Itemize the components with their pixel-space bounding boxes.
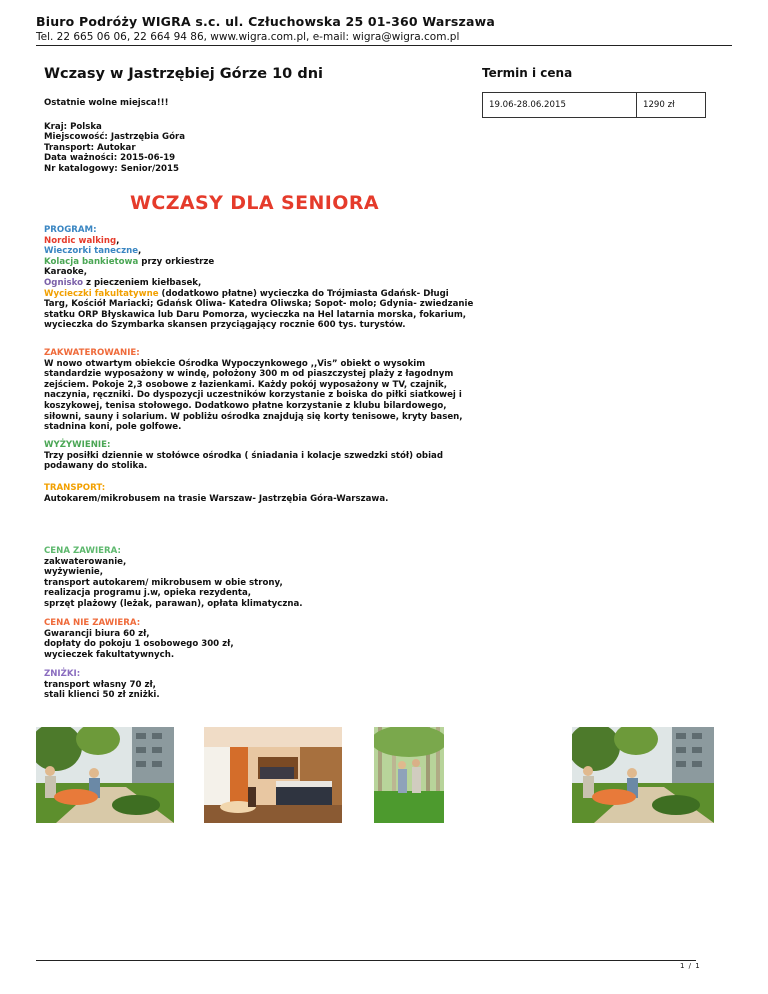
transport-section	[44, 483, 474, 504]
discounts-title: ZNIŻKI:	[44, 669, 81, 679]
meta-catalog-number: Nr katalogowy: Senior/2015	[44, 163, 179, 174]
food-section	[44, 440, 474, 472]
program-title: PROGRAM:	[44, 225, 97, 235]
photo-strip	[0, 727, 768, 823]
document-header	[36, 14, 732, 43]
price-includes-item: realizacja programu j.w, opieka rezydenta,	[44, 588, 252, 599]
term-date-cell: 19.06-28.06.2015	[483, 93, 637, 118]
accommodation-section	[44, 348, 474, 433]
last-seats-notice: Ostatnie wolne miejsca!!!	[44, 98, 169, 108]
price-includes-item: zakwaterowanie,	[44, 556, 127, 567]
hotel-room-photo	[204, 727, 342, 823]
price-includes-title: CENA ZAWIERA:	[44, 546, 121, 556]
optional-trips-label: Wycieczki fakultatywne	[44, 288, 159, 299]
food-title: WYŻYWIENIE:	[44, 440, 111, 450]
program-section	[44, 225, 474, 331]
header-divider	[36, 45, 732, 46]
price-includes-item: wyżywienie,	[44, 567, 104, 578]
price-includes-item: transport autokarem/ mikrobusem w obie strony,	[44, 577, 283, 588]
garden-seniors-photo	[572, 727, 714, 823]
program-item-bonfire: Ognisko z pieczeniem kiełbasek,	[44, 277, 202, 288]
offer-details	[44, 66, 474, 174]
program-item-evenings: Wieczorki taneczne,	[44, 246, 142, 257]
program-item-banquet: Kolacja bankietowa przy orkiestrze	[44, 256, 215, 267]
offer-headline: WCZASY DLA SENIORA	[130, 192, 379, 214]
garden-seniors-photo	[36, 727, 174, 823]
dates-prices-title: Termin i cena	[482, 66, 573, 80]
offer-title: Wczasy w Jastrzębiej Górze 10 dni	[44, 66, 323, 82]
term-price-cell: 1290 zł	[637, 93, 706, 118]
company-contact: Tel. 22 665 06 06, 22 664 94 86, www.wigra.com.pl, e-mail: wigra@wigra.com.pl	[36, 31, 460, 43]
transport-text: Autokarem/mikrobusem na trasie Warszaw- Jastrzębia Góra-Warszawa.	[44, 493, 389, 504]
dance-evenings-label: Wieczorki taneczne	[44, 246, 139, 257]
forest-walk-photo	[374, 727, 444, 823]
offer-meta	[44, 122, 474, 175]
price-excludes-section	[44, 618, 474, 660]
food-text: Trzy posiłki dziennie w stołówce ośrodka ( śniadania i kolacje szwedzki stół) obiad podawany do stolika.	[44, 450, 443, 472]
discounts-item: stali klienci 50 zł zniżki.	[44, 690, 160, 701]
meta-valid-date: Data ważności: 2015-06-19	[44, 153, 176, 163]
program-item-karaoke: Karaoke,	[44, 267, 87, 278]
price-excludes-title: CENA NIE ZAWIERA:	[44, 618, 141, 628]
dates-prices-panel	[482, 66, 706, 118]
transport-title: TRANSPORT:	[44, 483, 106, 493]
meta-country: Kraj: Polska	[44, 121, 102, 132]
footer-divider	[36, 960, 696, 961]
table-row	[483, 93, 706, 118]
banquet-label: Kolacja bankietowa	[44, 256, 139, 267]
nordic-walking-label: Nordic walking	[44, 235, 117, 246]
price-excludes-item: dopłaty do pokoju 1 osobowego 300 zł,	[44, 639, 234, 650]
meta-location: Miejscowość: Jastrzębia Góra	[44, 132, 186, 142]
program-item-trips: Wycieczki fakultatywne (dodatkowo płatne) wycieczka do Trójmiasta Gdańsk- Długi Targ, Kościół Mariacki; Gdańsk Oliwa- Katedra Oliwska; Sopot- molo; Gdynia- zwiedzanie statku ORP Błyskawica lub Daru Pomorza, wycieczka na Hel latarnia morska, fokarium, wycieczka do Szymbarka skansen przyciągający rocznie 600 tys. turystów.	[44, 288, 474, 331]
discounts-item: transport własny 70 zł,	[44, 679, 156, 690]
bonfire-label: Ognisko	[44, 277, 84, 288]
price-excludes-item: wycieczek fakultatywnych.	[44, 649, 175, 660]
program-item-nordic: Nordic walking,	[44, 235, 120, 246]
price-excludes-item: Gwarancji biura 60 zł,	[44, 628, 150, 639]
discounts-section	[44, 669, 474, 701]
meta-transport: Transport: Autokar	[44, 142, 136, 153]
price-includes-section	[44, 546, 474, 610]
price-includes-item: sprzęt plażowy (leżak, parawan), opłata klimatyczna.	[44, 598, 303, 609]
accommodation-title: ZAKWATEROWANIE:	[44, 348, 140, 358]
page-number: 1 / 1	[680, 962, 701, 970]
accommodation-text: W nowo otwartym obiekcie Ośrodka Wypoczynkowego ,,Vis” obiekt o wysokim standardzie wyposażony w windę, położony 300 m od piaszczystej plaży z łagodnym zejściem. Pokoje 2,3 osobowe z łazienkami. Każdy pokój wyposażony w TV, czajnik, naczynia, ręczniki. Do dyspozycji uczestników korzystanie z boiska do piłki siatkowej i koszykowej, tenisa stołowego. Dodatkowo płatne korzystanie z klubu bilardowego, siłowni, sauny i solarium. W pobliżu ośrodka znajdują się korty tenisowe, kryty basen, stadnina koni, pole golfowe.	[44, 358, 463, 433]
company-name: Biuro Podróży WIGRA s.c. ul. Człuchowska 25 01-360 Warszawa	[36, 14, 495, 29]
dates-prices-table	[482, 92, 706, 118]
